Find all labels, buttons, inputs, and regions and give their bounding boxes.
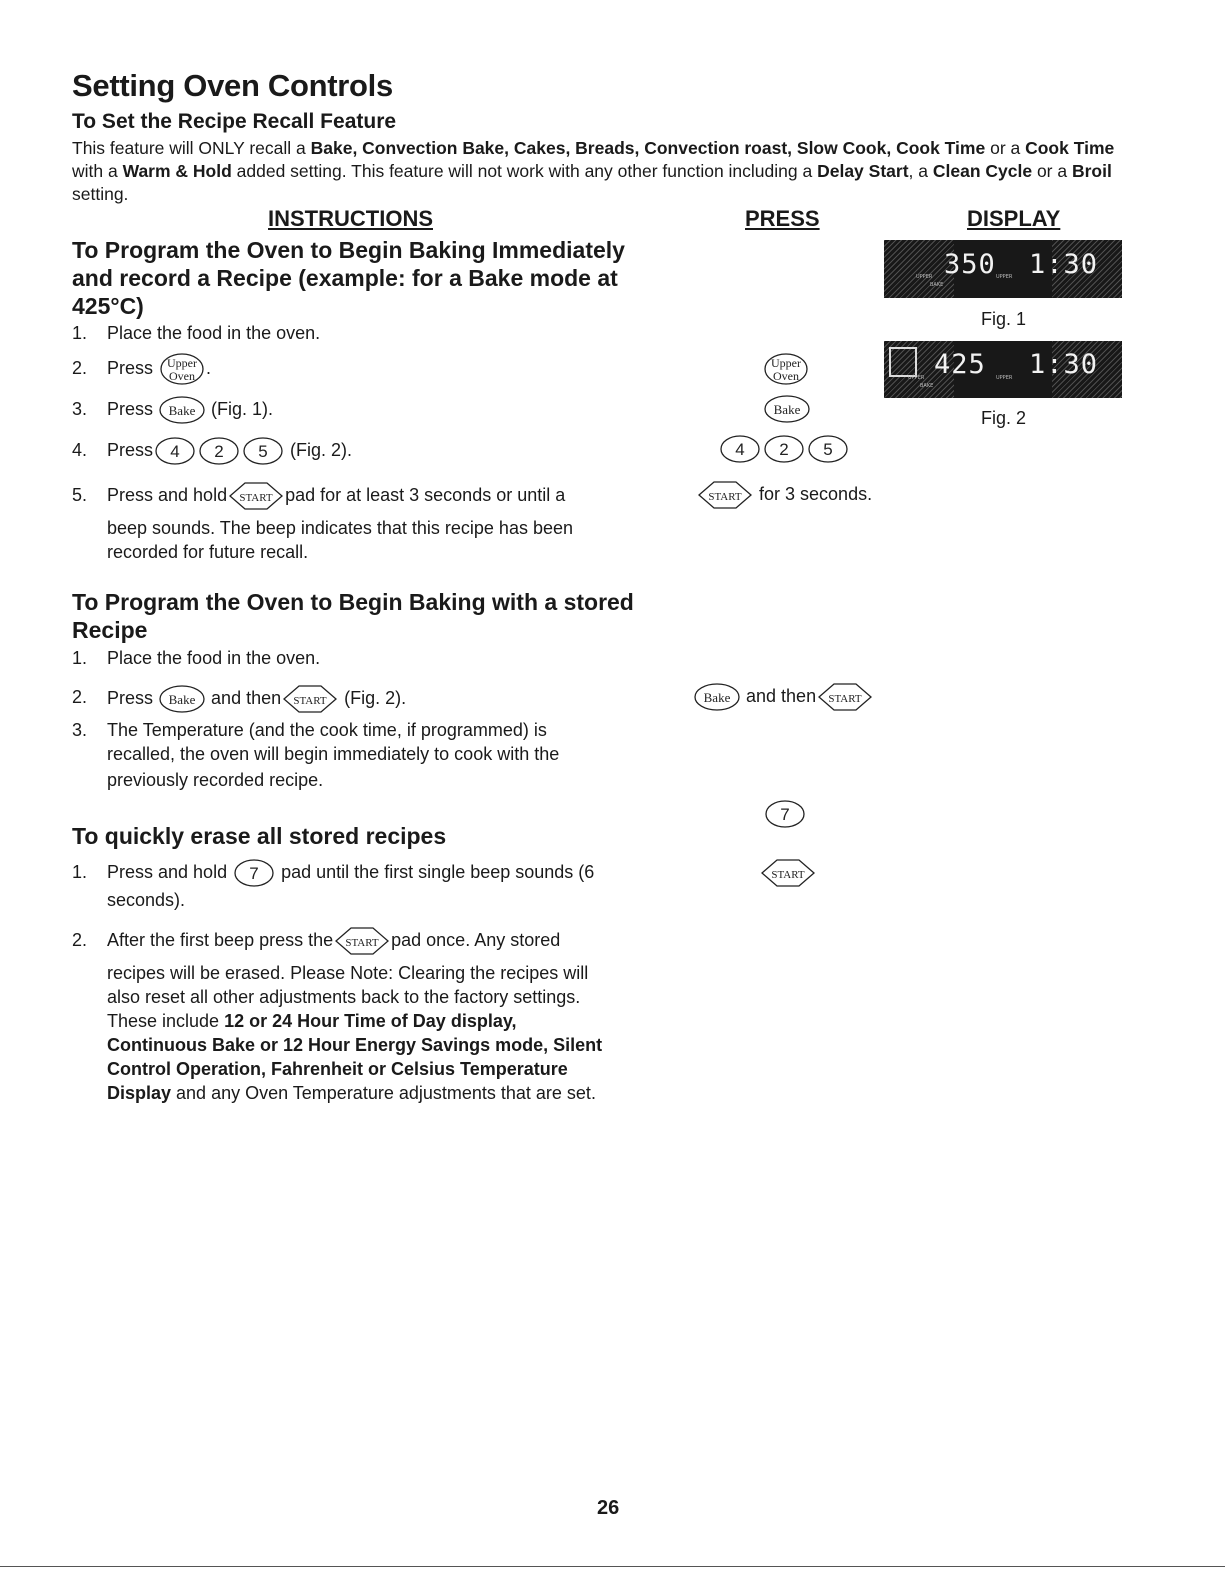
svg-text:START: START bbox=[345, 937, 379, 949]
intro-run: with a bbox=[72, 161, 123, 181]
upper-oven-pad-icon[interactable] bbox=[158, 352, 206, 386]
display-fig1 bbox=[884, 240, 1122, 298]
svg-text:Oven: Oven bbox=[773, 369, 799, 383]
step-text-post: pad until the first single beep sounds (6 bbox=[281, 861, 595, 882]
svg-text:7: 7 bbox=[780, 805, 790, 824]
upper-oven-pad-icon[interactable] bbox=[762, 352, 810, 386]
display-indicator-label: UPPER bbox=[996, 274, 1013, 280]
step-number: 2. bbox=[72, 358, 88, 378]
step-text-pre: Press bbox=[107, 398, 154, 419]
start-pad-icon[interactable] bbox=[816, 680, 874, 714]
step-text-continued bbox=[107, 1081, 596, 1105]
section-heading: To Set the Recipe Recall Feature bbox=[72, 110, 397, 133]
intro-run: , a bbox=[908, 161, 933, 181]
start-pad-icon[interactable] bbox=[696, 478, 754, 512]
heading-line: To Program the Oven to Begin Baking with a stored bbox=[72, 589, 634, 615]
display-column-header: DISPLAY bbox=[967, 206, 1061, 231]
intro-bold-run: Broil bbox=[1071, 161, 1112, 181]
program-immediately-heading bbox=[72, 236, 625, 320]
step-text-post: . bbox=[206, 357, 212, 378]
press-text: and then bbox=[746, 685, 817, 706]
svg-text:4: 4 bbox=[170, 442, 180, 461]
bake-pad-icon[interactable] bbox=[158, 395, 206, 425]
intro-run: setting. bbox=[72, 184, 129, 204]
intro-bold-run: Cook Time bbox=[1025, 138, 1115, 158]
intro-run: or a bbox=[1032, 161, 1072, 181]
heading-line: and record a Recipe (example: for a Bake mode at bbox=[72, 265, 618, 291]
step-text-pre: Press bbox=[107, 687, 154, 708]
svg-text:START: START bbox=[828, 693, 862, 705]
digit-7-pad-icon[interactable] bbox=[763, 799, 807, 829]
display-fig2 bbox=[884, 341, 1122, 398]
display-indicator-label: BAKE bbox=[920, 383, 934, 389]
svg-text:Bake: Bake bbox=[703, 690, 731, 705]
digit-pads-group bbox=[718, 434, 850, 464]
step-text-mid: and then bbox=[211, 687, 282, 708]
step-text-post: (Fig. 2). bbox=[290, 439, 353, 460]
start-pad-icon[interactable] bbox=[227, 479, 285, 513]
intro-bold-run: Bake, Convection Bake, Cakes, Breads, Convection roast, Slow Cook, Cook Time bbox=[310, 138, 986, 158]
text-run-bold: 12 or 24 Hour Time of Day display, bbox=[224, 1011, 517, 1031]
svg-text:Oven: Oven bbox=[169, 369, 196, 383]
step-text-continued: recipes will be erased. Please Note: Clearing the recipes will bbox=[107, 963, 589, 983]
start-pad-icon[interactable] bbox=[759, 856, 817, 890]
display-indicator-label: BAKE bbox=[930, 282, 944, 288]
heading-line: To Program the Oven to Begin Baking Immediately bbox=[72, 237, 625, 263]
step-text-continued: beep sounds. The beep indicates that this recipe has been bbox=[107, 518, 573, 538]
step-number: 1. bbox=[72, 648, 88, 668]
figure-caption: Fig. 1 bbox=[981, 309, 1027, 329]
step-text-pre: Press and hold bbox=[107, 861, 228, 882]
display-time: 1:30 bbox=[1029, 349, 1099, 380]
step-text-post: (Fig. 2). bbox=[344, 687, 407, 708]
press-bake-then-start bbox=[693, 680, 874, 714]
svg-text:START: START bbox=[239, 492, 273, 504]
step-text bbox=[107, 436, 352, 466]
step-number: 5. bbox=[72, 485, 88, 505]
step-text-continued: recorded for future recall. bbox=[107, 542, 309, 562]
step-text-pre: Press bbox=[107, 357, 154, 378]
step-number: 2. bbox=[72, 930, 88, 950]
step-text: previously recorded recipe. bbox=[107, 770, 324, 790]
svg-text:Bake: Bake bbox=[168, 692, 196, 707]
svg-text:Upper: Upper bbox=[771, 356, 801, 370]
step-number: 4. bbox=[72, 440, 88, 460]
display-indicator-label: UPPER bbox=[908, 375, 925, 381]
intro-run: This feature will ONLY recall a bbox=[72, 138, 311, 158]
display-time: 1:30 bbox=[1029, 249, 1099, 280]
text-run: and any Oven Temperature adjustments that are set. bbox=[171, 1083, 596, 1103]
step-text bbox=[107, 858, 594, 888]
intro-bold-run: Warm & Hold bbox=[122, 161, 232, 181]
step-text bbox=[107, 479, 565, 513]
step-text bbox=[107, 352, 211, 386]
program-stored-heading bbox=[72, 588, 634, 644]
step-number: 1. bbox=[72, 862, 88, 882]
digit-2-pad-icon[interactable] bbox=[197, 436, 241, 466]
intro-run: or a bbox=[985, 138, 1026, 158]
svg-text:5: 5 bbox=[258, 442, 268, 461]
svg-text:2: 2 bbox=[214, 442, 224, 461]
display-temperature: 425 bbox=[934, 349, 986, 380]
step-number: 1. bbox=[72, 323, 88, 343]
intro-bold-run: Delay Start bbox=[817, 161, 909, 181]
page-title: Setting Oven Controls bbox=[72, 68, 393, 103]
step-text bbox=[107, 395, 273, 425]
step-number: 2. bbox=[72, 687, 88, 707]
step-text: Place the food in the oven. bbox=[107, 648, 321, 668]
svg-text:4: 4 bbox=[735, 440, 745, 459]
step-text-continued: Control Operation, Fahrenheit or Celsius Temperature bbox=[107, 1059, 568, 1079]
figure-caption: Fig. 2 bbox=[981, 408, 1027, 428]
svg-text:START: START bbox=[708, 491, 742, 503]
step-text: recalled, the oven will begin immediately to cook with the bbox=[107, 744, 560, 764]
digit-4-pad-icon[interactable] bbox=[153, 436, 197, 466]
text-run-bold: Display bbox=[107, 1083, 172, 1103]
display-cursor-box bbox=[889, 347, 917, 377]
step-text-continued: Continuous Bake or 12 Hour Energy Savings mode, Silent bbox=[107, 1035, 603, 1055]
step-text bbox=[107, 924, 560, 958]
svg-text:7: 7 bbox=[249, 864, 259, 883]
step-text bbox=[107, 682, 406, 716]
display-indicator-label: UPPER bbox=[996, 375, 1013, 381]
svg-text:Bake: Bake bbox=[168, 403, 196, 418]
digit-2-pad-icon[interactable] bbox=[762, 434, 806, 464]
svg-text:Bake: Bake bbox=[773, 402, 801, 417]
heading-line: 425°C) bbox=[72, 293, 144, 319]
svg-text:2: 2 bbox=[779, 440, 789, 459]
step-text-pre: Press and hold bbox=[107, 484, 228, 505]
step-text-post: (Fig. 1). bbox=[211, 398, 274, 419]
step-text: The Temperature (and the cook time, if programmed) is bbox=[107, 720, 547, 740]
start-pad-icon[interactable] bbox=[333, 924, 391, 958]
step-text-continued: seconds). bbox=[107, 890, 186, 910]
step-text-pre: Press bbox=[107, 439, 154, 460]
digit-4-pad-icon[interactable] bbox=[718, 434, 762, 464]
bake-pad-icon[interactable] bbox=[763, 394, 811, 424]
step-text-continued: also reset all other adjustments back to the factory settings. bbox=[107, 987, 581, 1007]
svg-text:START: START bbox=[771, 869, 805, 881]
start-pad-icon[interactable] bbox=[281, 682, 339, 716]
press-start-hold bbox=[696, 478, 872, 512]
text-run: These include bbox=[107, 1011, 225, 1031]
page-bottom-rule bbox=[0, 1566, 1225, 1567]
svg-text:Upper: Upper bbox=[167, 356, 198, 370]
press-column-header: PRESS bbox=[745, 206, 820, 231]
display-indicator-label: UPPER bbox=[916, 274, 933, 280]
step-number: 3. bbox=[72, 720, 88, 740]
svg-text:START: START bbox=[293, 695, 327, 707]
bake-pad-icon[interactable] bbox=[693, 682, 741, 712]
press-hold-text: for 3 seconds. bbox=[759, 483, 873, 504]
step-text-post: pad for at least 3 seconds or until a bbox=[285, 484, 566, 505]
digit-5-pad-icon[interactable] bbox=[806, 434, 850, 464]
intro-run: added setting. This feature will not work with any other function including a bbox=[231, 161, 818, 181]
digit-5-pad-icon[interactable] bbox=[241, 436, 285, 466]
instructions-column-header: INSTRUCTIONS bbox=[268, 206, 433, 231]
erase-heading: To quickly erase all stored recipes bbox=[72, 823, 447, 849]
intro-paragraph bbox=[72, 137, 1147, 206]
step-number: 3. bbox=[72, 399, 88, 419]
bake-pad-icon[interactable] bbox=[158, 684, 206, 714]
page-number: 26 bbox=[597, 1497, 620, 1519]
intro-bold-run: Clean Cycle bbox=[932, 161, 1033, 181]
display-temperature: 350 bbox=[944, 249, 996, 280]
step-text-continued bbox=[107, 1009, 517, 1033]
digit-7-pad-icon[interactable] bbox=[232, 858, 276, 888]
svg-text:5: 5 bbox=[823, 440, 833, 459]
heading-line: Recipe bbox=[72, 617, 148, 643]
step-text-pre: After the first beep press the bbox=[107, 929, 334, 950]
step-text: Place the food in the oven. bbox=[107, 323, 321, 343]
step-text-post: pad once. Any stored bbox=[391, 929, 561, 950]
